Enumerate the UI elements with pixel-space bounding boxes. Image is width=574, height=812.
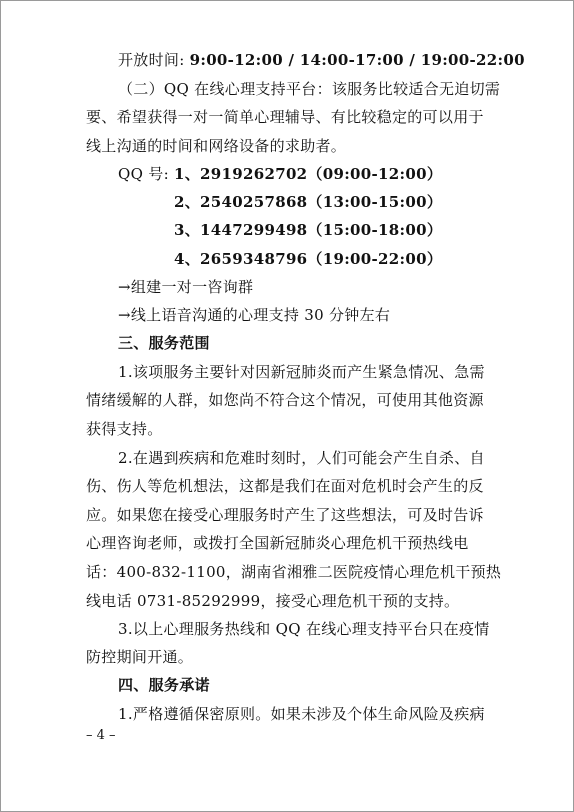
qq-item-no: 2、 bbox=[174, 193, 201, 211]
qq-item-no: 1、 bbox=[174, 165, 201, 183]
qq-item-number: 1447299498 bbox=[200, 221, 308, 239]
page-number: – 4 – bbox=[86, 728, 116, 743]
section-4-heading: 四、服务承诺 bbox=[118, 676, 210, 694]
qq-item-2 bbox=[174, 191, 442, 213]
section-3-heading: 三、服务范围 bbox=[118, 334, 210, 352]
s3-p2-line-4: 心理咨询老师，或拨打全国新冠肺炎心理危机干预热线电 bbox=[86, 534, 469, 552]
s3-p1-line-3: 获得支持。 bbox=[86, 420, 163, 438]
opening-hours-label: 开放时间: bbox=[118, 51, 190, 69]
qq-item-time: （13:00-15:00） bbox=[307, 193, 443, 211]
opening-hours-value: 9:00-12:00 / 14:00-17:00 / 19:00-22:00 bbox=[189, 51, 525, 69]
qq-para-line-2: 要、希望获得一对一简单心理辅导、有比较稳定的可以用于 bbox=[86, 108, 484, 126]
s3-p2-line-6: 线电话 0731-85292999，接受心理危机干预的支持。 bbox=[86, 592, 460, 610]
qq-item-no: 3、 bbox=[174, 221, 201, 239]
qq-para-line-3: 线上沟通的时间和网络设备的求助者。 bbox=[86, 137, 347, 155]
arrow-item-1: →组建一对一咨询群 bbox=[118, 278, 254, 296]
qq-item-number: 2659348796 bbox=[200, 250, 308, 268]
qq-para-line-1: （二）QQ 在线心理支持平台：该服务比较适合无迫切需 bbox=[118, 80, 501, 98]
qq-item-3 bbox=[174, 219, 442, 241]
qq-item-4 bbox=[174, 248, 442, 270]
qq-item-1 bbox=[118, 163, 442, 185]
qq-item-no: 4、 bbox=[174, 250, 201, 268]
qq-item-number: 2540257868 bbox=[200, 193, 308, 211]
s3-p3-line-1: 3.以上心理服务热线和 QQ 在线心理支持平台只在疫情 bbox=[118, 620, 490, 638]
s3-p2-line-2: 伤、伤人等危机想法，这都是我们在面对危机时会产生的反 bbox=[86, 477, 484, 495]
s4-p1-line-1: 1.严格遵循保密原则。如果未涉及个体生命风险及疾病 bbox=[118, 705, 485, 723]
s3-p2-line-5: 话：400-832-1100，湖南省湘雅二医院疫情心理危机干预热 bbox=[86, 563, 502, 581]
s3-p1-line-2: 情绪缓解的人群，如您尚不符合这个情况，可使用其他资源 bbox=[86, 391, 484, 409]
qq-item-time: （19:00-22:00） bbox=[307, 250, 443, 268]
s3-p3-line-2: 防控期间开通。 bbox=[86, 648, 194, 666]
qq-item-time: （15:00-18:00） bbox=[307, 221, 443, 239]
qq-item-number: 2919262702 bbox=[200, 165, 308, 183]
qq-item-time: （09:00-12:00） bbox=[307, 165, 443, 183]
s3-p1-line-1: 1.该项服务主要针对因新冠肺炎而产生紧急情况、急需 bbox=[118, 363, 485, 381]
s3-p2-line-3: 应。如果您在接受心理服务时产生了这些想法，可及时告诉 bbox=[86, 506, 484, 524]
arrow-item-2: →线上语音沟通的心理支持 30 分钟左右 bbox=[118, 306, 391, 324]
opening-hours-line bbox=[118, 49, 525, 71]
qq-label: QQ 号: bbox=[118, 165, 174, 183]
s3-p2-line-1: 2.在遇到疾病和危难时刻时，人们可能会产生自杀、自 bbox=[118, 449, 485, 467]
